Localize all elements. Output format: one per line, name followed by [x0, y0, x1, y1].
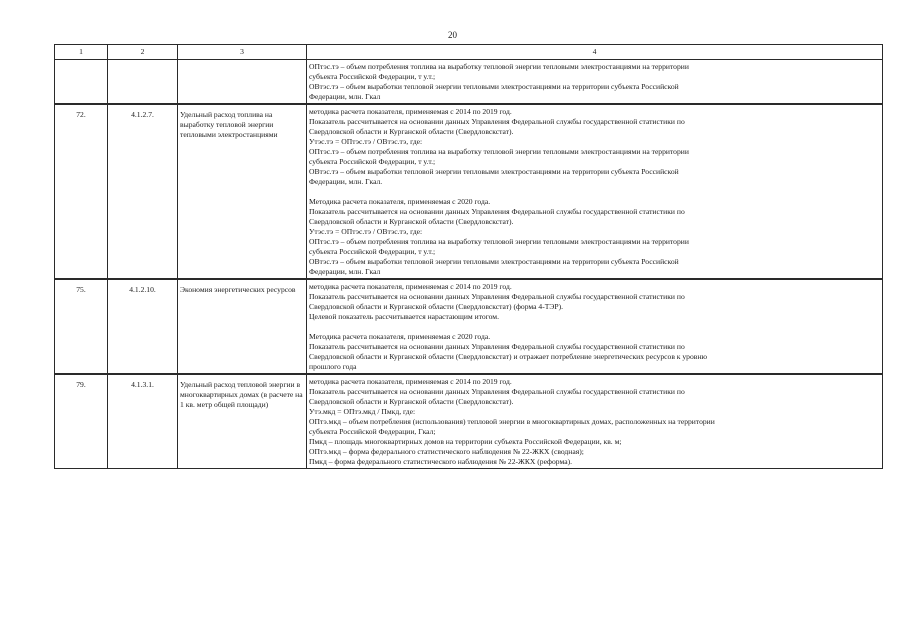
method-line: ОПтэ.мкд – форма федерального статистического наблюдения № 22-ЖКХ (сводная); [309, 447, 584, 456]
method-line: Федерации, млн. Гкал [309, 92, 381, 101]
method-line: Целевой показатель рассчитывается нарастающим итогом. [309, 312, 499, 321]
method-line: методика расчета показателя, применяемая с 2014 по 2019 год. [309, 107, 512, 116]
calculation-method [307, 374, 883, 469]
page-number: 20 [448, 30, 457, 40]
col-header-1: 1 [55, 45, 108, 60]
indicator-code: 4.1.2.7. [108, 104, 178, 279]
row-number [55, 60, 108, 105]
method-line: Пмкд – форма федерального статистического наблюдения № 22-ЖКХ (реформа). [309, 457, 573, 466]
method-line: ОПтэс.тэ – объем потребления топлива на выработку тепловой энергии тепловыми электростанциями на территории [309, 62, 689, 71]
table-row [55, 104, 883, 279]
method-line: Утэс.тэ = ОПтэс.тэ / ОВтэс.тэ, где: [309, 137, 423, 146]
row-number: 72. [55, 104, 108, 279]
method-line: ОВтэс.тэ – объем выработки тепловой энергии тепловыми электростанциями на территории субъекта Российской [309, 82, 679, 91]
method-line: ОВтэс.тэ – объем выработки тепловой энергии тепловыми электростанциями на территории субъекта Российской [309, 167, 679, 176]
row-number: 79. [55, 374, 108, 469]
table-row [55, 374, 883, 469]
calculation-method [307, 104, 883, 279]
indicator-code [108, 60, 178, 105]
method-line: Свердловской области и Курганской области (Свердловскстат) (форма 4-ТЭР). [309, 302, 564, 311]
method-line: Показатель рассчитывается на основании данных Управления Федеральной службы государственной статистики по [309, 207, 685, 216]
paragraph-gap [309, 322, 880, 332]
indicator-code: 4.1.3.1. [108, 374, 178, 469]
method-line: Свердловской области и Курганской области (Свердловскстат) и отражает потребление энергетических ресурсов к уровню [309, 352, 708, 361]
method-line: методика расчета показателя, применяемая с 2014 по 2019 год. [309, 377, 512, 386]
method-line: Федерации, млн. Гкал. [309, 177, 383, 186]
indicator-name: Удельный расход тепловой энергии в многоквартирных домах (в расчете на 1 кв. метр общей площади) [178, 374, 307, 469]
indicator-name: Удельный расход топлива на выработку тепловой энергии тепловыми электростанциями [178, 104, 307, 279]
header-row [55, 45, 883, 60]
col-header-4: 4 [307, 45, 883, 60]
col-header-2: 2 [108, 45, 178, 60]
calculation-method [307, 60, 883, 105]
indicator-code: 4.1.2.10. [108, 279, 178, 374]
method-line: Показатель рассчитывается на основании данных Управления Федеральной службы государственной статистики по [309, 342, 685, 351]
method-line: субъекта Российской Федерации, т у.т.; [309, 157, 436, 166]
table-row [55, 279, 883, 374]
method-line: Свердловской области и Курганской области (Свердловскстат). [309, 127, 514, 136]
method-line: Свердловской области и Курганской области (Свердловскстат). [309, 397, 514, 406]
row-number: 75. [55, 279, 108, 374]
method-line: Показатель рассчитывается на основании данных Управления Федеральной службы государственной статистики по [309, 117, 685, 126]
method-line: субъекта Российской Федерации, Гкал; [309, 427, 436, 436]
method-line: Утэ.мкд = ОПтэ.мкд / Пмкд, где: [309, 407, 416, 416]
col-header-3: 3 [178, 45, 307, 60]
method-line: ОВтэс.тэ – объем выработки тепловой энергии тепловыми электростанциями на территории субъекта Российской [309, 257, 679, 266]
indicator-name: Экономия энергетических ресурсов [178, 279, 307, 374]
method-line: субъекта Российской Федерации, т у.т.; [309, 72, 436, 81]
method-line: Методика расчета показателя, применяемая с 2020 года. [309, 197, 491, 206]
paragraph-gap [309, 187, 880, 197]
method-line: Утэс.тэ = ОПтэс.тэ / ОВтэс.тэ, где: [309, 227, 423, 236]
method-line: ОПтэ.мкд – объем потребления (использования) тепловой энергии в многоквартирных домах, расположенных на территории [309, 417, 715, 426]
method-line: Свердловской области и Курганской области (Свердловскстат). [309, 217, 514, 226]
method-line: прошлого года [309, 362, 357, 371]
method-line: Пмкд – площадь многоквартирных домов на территории субъекта Российской Федерации, кв. м; [309, 437, 622, 446]
calculation-method [307, 279, 883, 374]
method-line: Методика расчета показателя, применяемая с 2020 года. [309, 332, 491, 341]
method-line: Показатель рассчитывается на основании данных Управления Федеральной службы государственной статистики по [309, 387, 685, 396]
method-line: методика расчета показателя, применяемая с 2014 по 2019 год. [309, 282, 512, 291]
indicators-table [54, 44, 883, 469]
indicator-name [178, 60, 307, 105]
method-line: ОПтэс.тэ – объем потребления топлива на выработку тепловой энергии тепловыми электростанциями на территории [309, 147, 689, 156]
method-line: Показатель рассчитывается на основании данных Управления Федеральной службы государственной статистики по [309, 292, 685, 301]
table-row [55, 60, 883, 105]
method-line: ОПтэс.тэ – объем потребления топлива на выработку тепловой энергии тепловыми электростанциями на территории [309, 237, 689, 246]
method-line: субъекта Российской Федерации, т у.т.; [309, 247, 436, 256]
method-line: Федерации, млн. Гкал [309, 267, 381, 276]
